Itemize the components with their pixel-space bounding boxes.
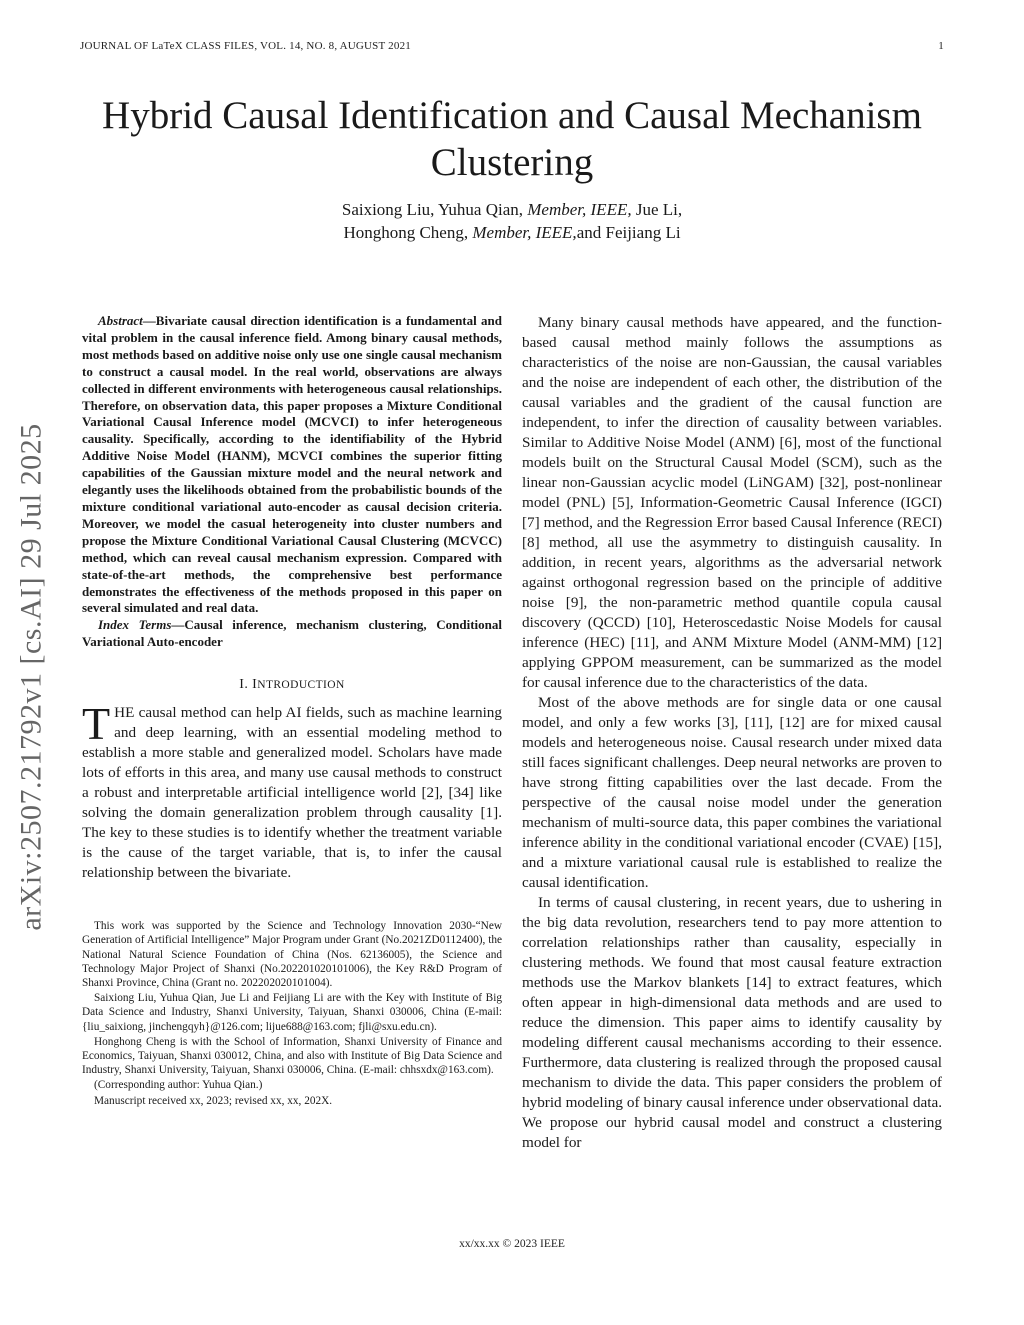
index-terms-label: Index Terms [98, 617, 172, 633]
page-footer: xx/xx.xx © 2023 IEEE [459, 1238, 565, 1250]
intro-paragraph-text: HE causal method can help AI fields, such as machine learning and deep learning, with an essential modeling method to establish a more stable and generalized model. Scholars have made lots of efforts in this area, and many use causal methods to construct a robust and interpretable artificial intelligence world [2], [34] like solving the domain generalization problem through causality [1]. The key to these studies is to identify whether the treatment variable is the cause of the target variable, that is, to infer the causal relationship between the bivariate. [82, 704, 502, 882]
journal-header: JOURNAL OF LaTeX CLASS FILES, VOL. 14, NO. 8, AUGUST 2021 [80, 40, 411, 52]
section-heading [82, 675, 502, 695]
author-role-1: Member, IEEE, [527, 200, 632, 219]
running-head [80, 40, 944, 56]
author-line-1 [100, 198, 924, 221]
left-column [82, 313, 502, 1109]
section-title-initial: I [252, 677, 258, 693]
body-paragraph: Most of the above methods are for single data or one causal model, and only a few works [3], [11], [12] are for mixed causal models and heterogeneous noise. Causal research under mixed data still faces significant challenges. Deep neural networks are proven to have strong fitting capabilities over the last decade. From the perspective of the causal noise model under the generation mechanism of multi-source data, this paper combines the variational inference ability in the conditional variational encoder (CVAE) [15], and a mixture variational causal rule is established to realize the causal identification. [522, 694, 942, 891]
intro-paragraph [82, 698, 502, 883]
right-column [522, 313, 942, 1153]
abstract [82, 313, 502, 651]
index-terms [82, 617, 502, 651]
index-terms-text: —Causal inference, mechanism clustering, Conditional Variational Auto-encoder [82, 617, 503, 650]
section-number: I. [239, 677, 253, 693]
author-line-2 [100, 221, 924, 244]
paper-title: Hybrid Causal Identification and Causal Mechanism Clustering [102, 94, 922, 184]
abstract-text: —Bivariate causal direction identification is a fundamental and vital problem in the causal inference field. Among binary causal methods, most methods based on additive noise only use one single causal mechanism to construct a causal model. In the real world, observations are always collected in different environments with heterogeneous causal relationships. Therefore, on observation data, this paper proposes a Mixture Conditional Variational Causal Inference model (MCVCI) to infer heterogeneous causality. Specifically, according to the identifiability of the Hybrid Additive Noise Model (HANM), MCVCI combines the superior fitting capabilities of the Gaussian mixture model and the neural network and elegantly uses the likelihoods obtained from the probabilistic bounds of the mixture conditional variational auto-encoder as causal decision criteria. Moreover, we model the casual heterogeneity into cluster numbers and propose the Mixture Conditional Variational Causal Clustering (MCVCC) method, which can reveal causal mechanism expression. Compared with state-of-the-art methods, the comprehensive best performance demonstrates the effectiveness of the methods proposed in this paper on several simulated and real data. [82, 313, 502, 616]
author-names-1a: Saixiong Liu, Yuhua Qian, [341, 200, 528, 219]
author-names-2a: Honghong Cheng, [343, 223, 473, 242]
footnote-manuscript: Manuscript received xx, 2023; revised xx, xx, 202X. [94, 1094, 333, 1107]
drop-cap: T [82, 698, 111, 750]
footnote-funding: This work was supported by the Science and Technology Innovation 2030-“New Generation of Artificial Intelligence” Major Program under Grant (No.2021ZD0112400), the National Natural Science Foundation of China (Nos. 62136005), the Science and Technology Major Project of Shanxi (No.202201020101006), the Key R&D Program of Shanxi Province, China (Grant no. 202202020101004). [82, 920, 502, 989]
arxiv-id: arXiv:2507.21792v1 [cs.AI] 29 Jul 2025 [15, 423, 48, 931]
footnotes [82, 919, 502, 1108]
body-paragraph: Many binary causal methods have appeared, and the function-based causal method mainly follows the assumptions as characteristics of the noise are non-Gaussian, the causal variables and the noise are independent of each other, the distribution of the causal variables and the gradient of the causal function are independent, to infer the direction of causality between variables. Similar to Additive Noise Model (ANM) [6], most of the functional models built on the Structural Causal Model (SCM), such as the linear non-Gaussian acyclic model (LiNGAM) [32], post-nonlinear model (PNL) [5], Information-Geometric Causal Inference (IGCI) [7] method, and the Regression Error based Causal Inference (RECI) [8] method, all use the asymmetry to distinguish causality. In addition, in recent years, algorithms as the adversarial network against orthogonal regression based on the principle of additive noise [9], the non-parametric method quantile copula causal discovery (QCCD) [10], Heteroscedastic Noise Models for causal inference (HEC) [11], and ANM Mixture Model (ANM-MM) [12] applying GPPOM measurement, can be summarized as the model for causal inference due to the characteristics of the data. [522, 314, 942, 691]
section-title-rest: NTRODUCTION [257, 679, 345, 692]
page-number: 1 [938, 40, 944, 52]
author-names-2b: and Feijiang Li [576, 223, 681, 242]
footnote-affiliation-1: Saixiong Liu, Yuhua Qian, Jue Li and Feijiang Li are with the Key with Institute of Big Data Science and Industry, Shanxi University, Taiyuan, Shanxi 030006, China (E-mail: {liu_saixiong, jinchengqyh}@126.com; lijue688@163.com; fjli@sxu.edu.cn). [82, 992, 502, 1033]
arxiv-sidebar-stamp [2, 382, 62, 972]
abstract-label: Abstract [98, 313, 143, 328]
footnote-corresponding: (Corresponding author: Yuhua Qian.) [94, 1079, 263, 1092]
body-paragraph: In terms of causal clustering, in recent years, due to ushering in the big data revolution, researchers tend to pay more attention to correlation relationships rather than causality, especially in clustering methods. We found that most causal feature extraction methods use the Markov blankets [14] to extract features, which often appear in high-dimensional data methods and are used to reduce the dimension. This paper aims to identify causality by modeling different causal mechanisms according to their essence. Furthermore, data clustering is realized through the proposed causal mechanism to divide the data. This paper considers the problem of hybrid modeling of binary causal inference under observational data. We propose our hybrid causal model and construct a clustering model for [522, 894, 942, 1151]
author-role-2: Member, IEEE, [472, 223, 577, 242]
footnote-affiliation-2: Honghong Cheng is with the School of Information, Shanxi University of Finance and Economics, Taiyuan, Shanxi 030012, China, and also with Institute of Big Data Science and Industry, Shanxi University, Taiyuan, Shanxi 030006, China. (E-mail: chhsxdx@163.com). [82, 1035, 502, 1077]
intro-body [82, 698, 502, 883]
author-names-1b: Jue Li, [631, 200, 683, 219]
author-list [100, 198, 924, 244]
